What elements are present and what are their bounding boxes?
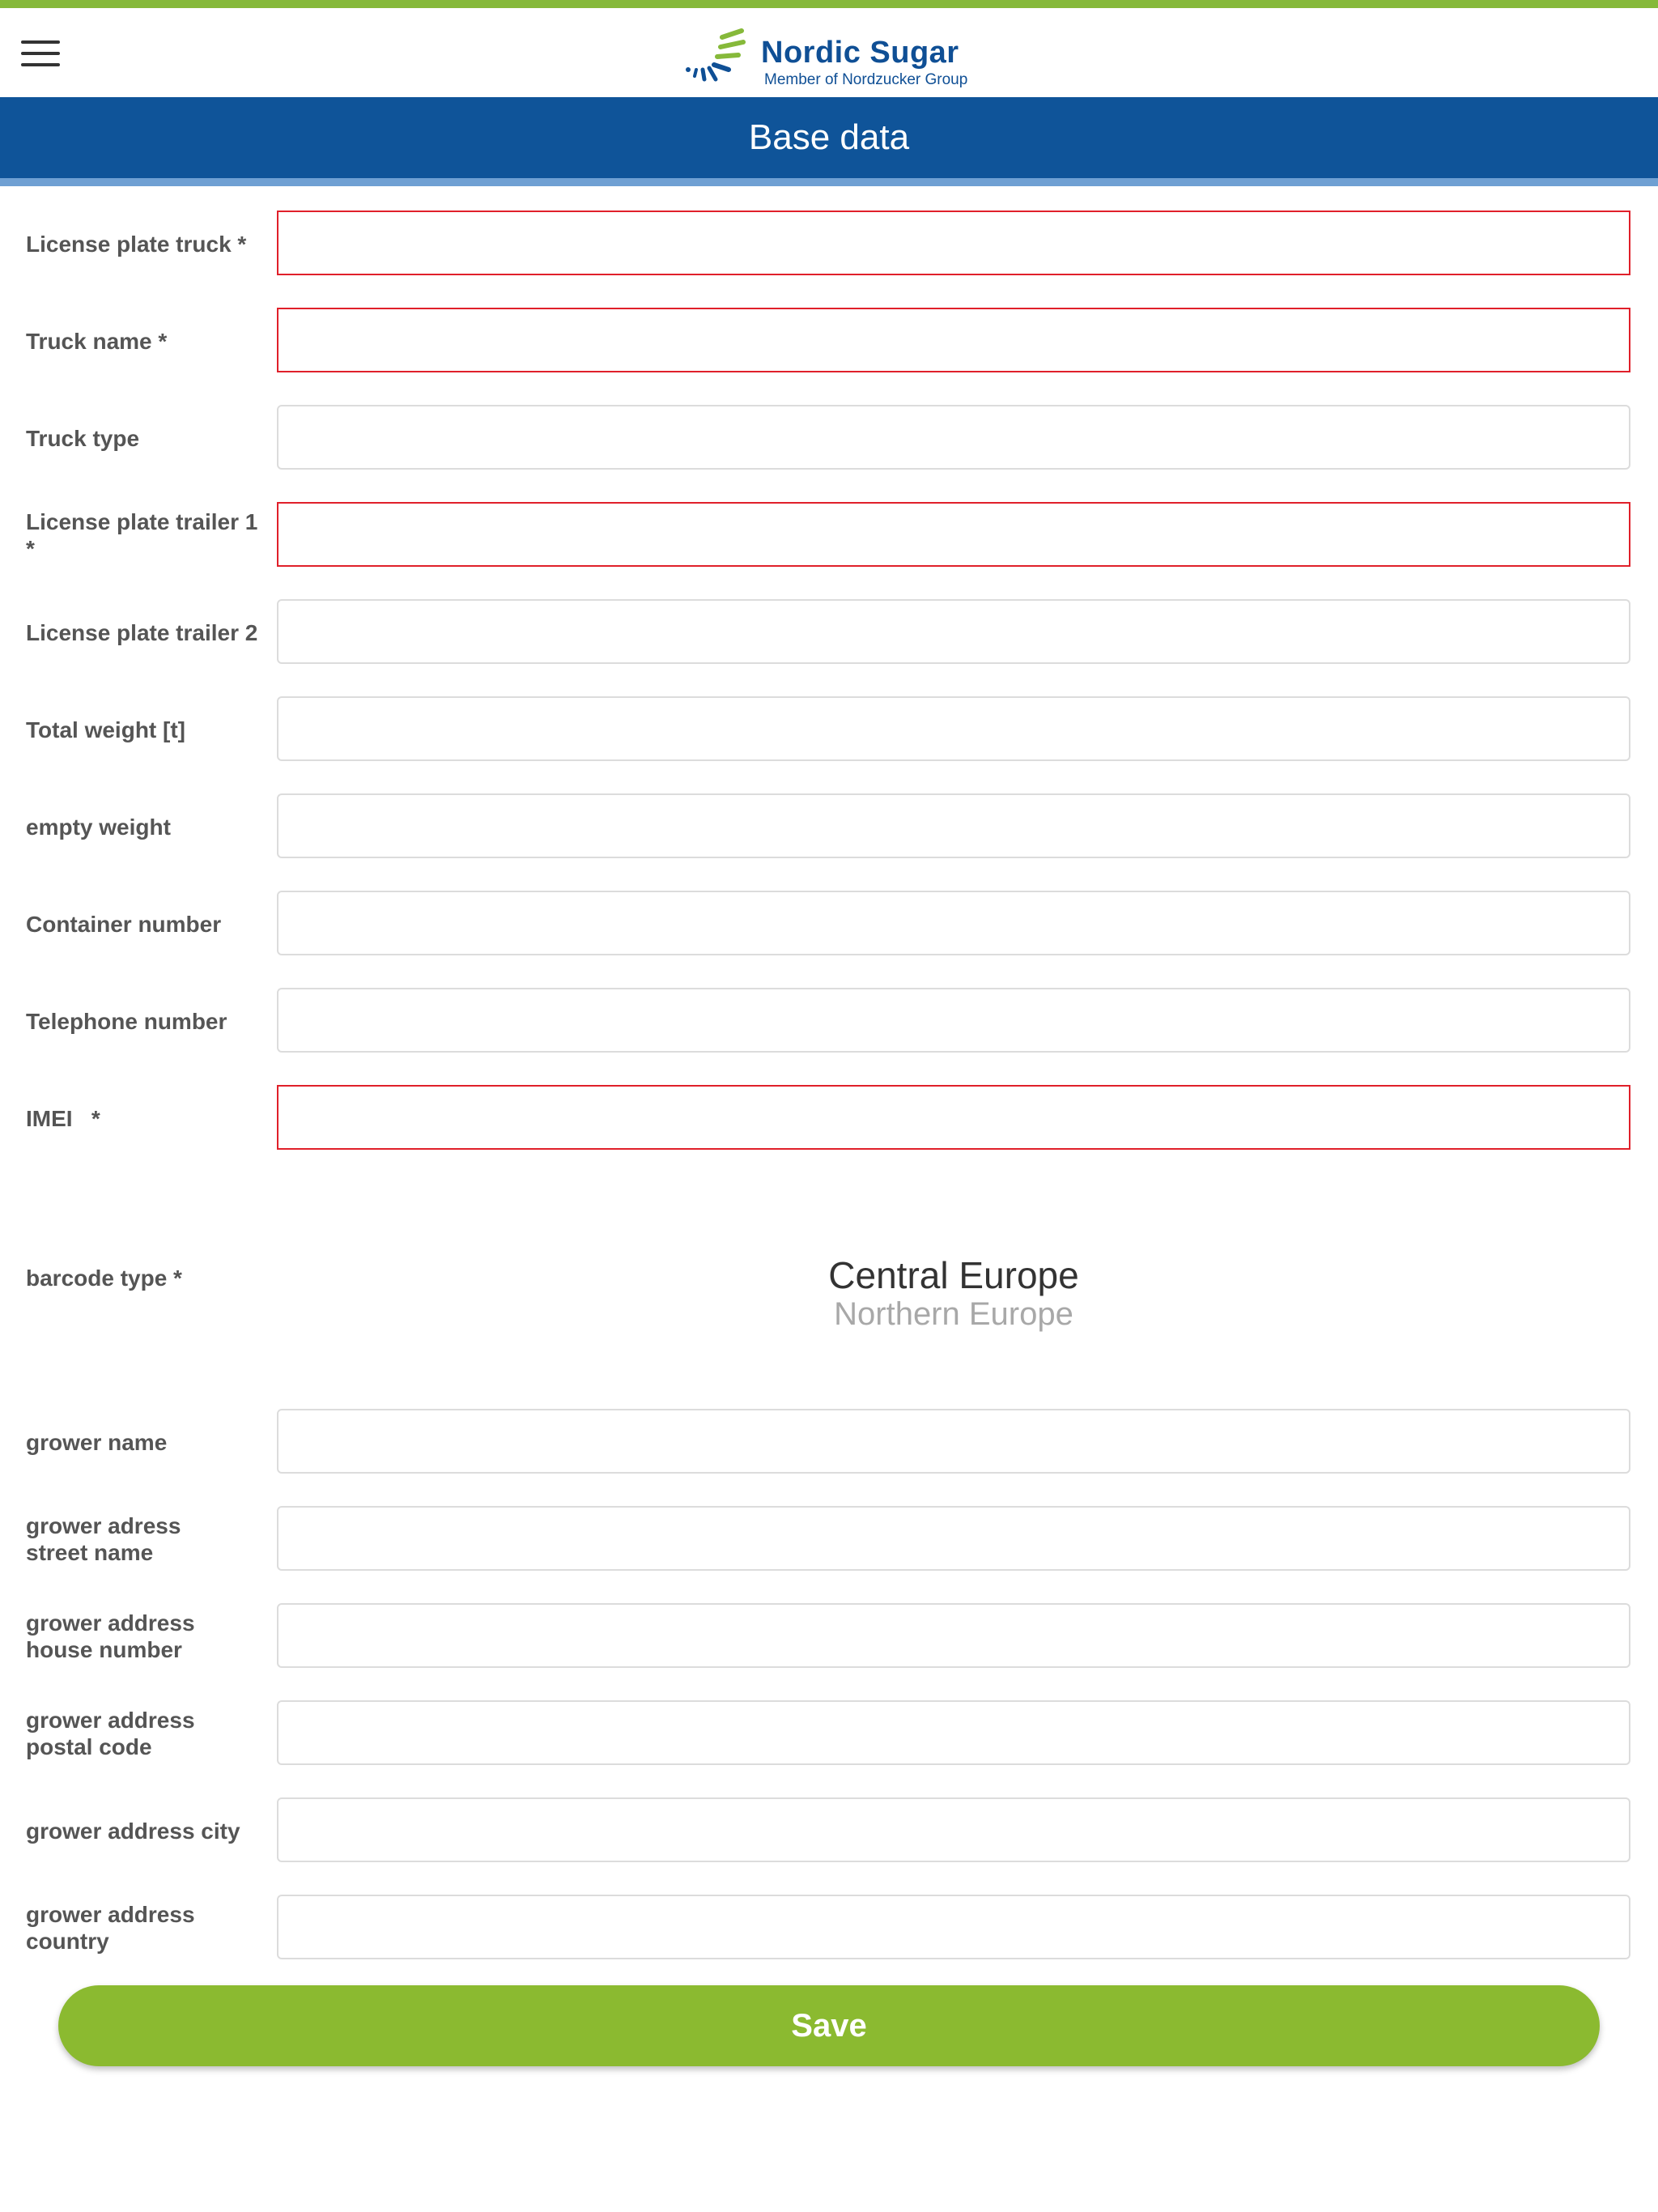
total-weight-input[interactable] [277, 696, 1630, 761]
license-plate-trailer-1-input[interactable] [277, 502, 1630, 567]
grower-country-input[interactable] [277, 1895, 1630, 1959]
grower-house-number-label: grower address house number [26, 1610, 195, 1662]
sugar-sunburst-icon [680, 23, 753, 91]
license-plate-truck-input[interactable] [277, 211, 1630, 275]
hamburger-menu-icon[interactable] [21, 37, 60, 70]
empty-weight-input[interactable] [277, 793, 1630, 858]
grower-city-input[interactable] [277, 1797, 1630, 1862]
container-number-input[interactable] [277, 891, 1630, 955]
nordic-sugar-logo [680, 23, 988, 91]
telephone-number-label: Telephone number [26, 1009, 227, 1034]
truck-name-label: Truck name * [26, 329, 168, 354]
empty-weight-label: empty weight [26, 815, 171, 840]
telephone-number-input[interactable] [277, 988, 1630, 1053]
license-plate-trailer-2-label: License plate trailer 2 [26, 620, 258, 645]
license-plate-trailer-1-label: License plate trailer 1 * [26, 509, 258, 561]
imei-input[interactable] [277, 1085, 1630, 1150]
license-plate-trailer-2-input[interactable] [277, 599, 1630, 664]
grower-name-label: grower name [26, 1430, 168, 1455]
top-accent-bar [0, 0, 1658, 8]
barcode-option-northern-europe[interactable]: Northern Europe [834, 1296, 1073, 1332]
grower-street-name-label: grower adress street name [26, 1513, 181, 1565]
barcode-option-central-europe[interactable]: Central Europe [828, 1254, 1079, 1296]
grower-city-label: grower address city [26, 1819, 240, 1844]
title-bar [0, 97, 1658, 186]
truck-name-input[interactable] [277, 308, 1630, 372]
total-weight-label: Total weight [t] [26, 717, 185, 742]
barcode-type-label: barcode type * [26, 1266, 182, 1291]
grower-name-input[interactable] [277, 1409, 1630, 1474]
truck-type-label: Truck type [26, 426, 140, 451]
brand-tagline: Member of Nordzucker Group [764, 71, 968, 88]
imei-label: IMEI * [26, 1106, 100, 1131]
brand-name: Nordic Sugar [761, 36, 959, 70]
container-number-label: Container number [26, 912, 222, 937]
grower-country-label: grower address country [26, 1902, 195, 1954]
grower-postal-code-input[interactable] [277, 1700, 1630, 1765]
save-button[interactable]: Save [58, 1985, 1600, 2066]
grower-street-name-input[interactable] [277, 1506, 1630, 1571]
grower-postal-code-label: grower address postal code [26, 1708, 195, 1759]
page-title: Base data [748, 117, 910, 157]
grower-house-number-input[interactable] [277, 1603, 1630, 1668]
license-plate-truck-label: License plate truck * [26, 232, 247, 257]
barcode-type-picker[interactable] [277, 1255, 1630, 1333]
truck-type-input[interactable] [277, 405, 1630, 470]
app-header [0, 8, 1658, 97]
